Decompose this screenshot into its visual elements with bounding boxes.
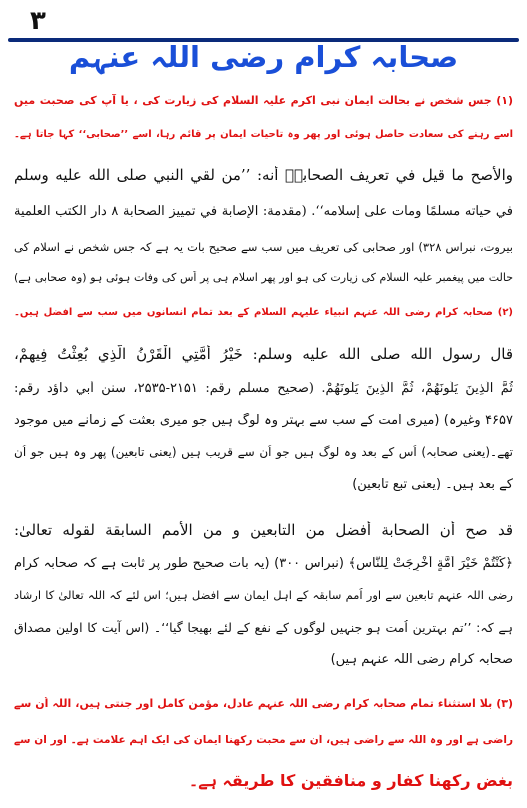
hadith-translation-line-1: ۴۶۵۷ وغیرہ) (میری اُمت کے سب سے بہتر وہ لوگ ہیں جو میری بعثت کے زمانے میں موجود (14, 413, 513, 428)
section-title: صحابہ کرام رضی اللہ عنہم (68, 40, 459, 74)
point-3-line-2: راضی ہے اور وہ اللہ سے راضی ہیں، اُن سے محبت رکھنا ایمان کی ایک اہم علامت ہے۔ اور اُن سے (14, 734, 513, 746)
virtue-translation-line-2: ہے کہ: ’’تم بہترین اُمت ہو جنہیں لوگوں کے نفع کے لئے بھیجا گیا‘‘۔ (اس آیت کا اولین مصداق (14, 620, 513, 635)
definition-translation-line-1: بيروت، نبراس ٣٢٨) اور صحابی کی تعریف میں سب سے صحیح بات یہ ہے کہ جس شخص نے اسلام کی (14, 240, 513, 254)
virtue-translation-line-3: صحابہ کرام رضی اللہ عنہم ہیں) (330, 652, 513, 667)
hadith-line-2: ثُمَّ الَّذِينَ يَلُونَهُمْ، ثُمَّ الَّذِينَ يَلُونَهُمْ. (صحیح مسلم رقم: ۲۱۵۱-۲۵۳۵، سنن أبي داؤد رقم: (14, 381, 513, 396)
arabic-virtue-line: قد صح أن الصحابة أفضل من التابعين و من الأمم السابقة لقوله تعالىٰ: (14, 521, 513, 539)
page-number: ۳ (30, 6, 46, 36)
point-1-line-1: (۱) جس شخص نے بحالت ایمان نبی اکرم علیہ السلام کی زیارت کی ، یا آپ کی صحبت میں (14, 94, 513, 107)
page-header (8, 4, 519, 42)
point-1-line-2: اُسے رہنے کی سعادت حاصل ہوئی اور پھر وہ تاحیات ایمان پر قائم رہا، اُسے ’’صحابی‘‘ کہا جاتا ہے۔ (14, 129, 513, 140)
point-2-heading: (۲) صحابہ کرام رضی اللہ عنہم انبیاء علیہم السلام کے بعد تمام انسانوں میں سب سے افضل ہیں۔ (14, 307, 513, 318)
quran-verse-line: ﴿كُنْتُمْ خَيْرَ أُمَّةٍ أُخْرِجَتْ لِلنَّاسِ﴾ (نبراس ۳۰۰) (یہ بات صحیح طور پر ثابت ہے کہ صحابہ کرام (14, 556, 513, 571)
arabic-definition-line-1: والأصح ما قيل في تعريف الصحابيؓ أنه: ’’من لقي النبي صلى الله عليه وسلم (14, 166, 513, 184)
virtue-translation-line-1: رضی اللہ عنہم تابعین سے اور اُمم سابقہ کے اہل ایمان سے افضل ہیں؛ اس لئے کہ اللہ تعالیٰ کا ارشاد (14, 588, 513, 602)
arabic-definition-line-2: في حياته مسلمًا ومات على إسلامه‘‘. (مقدمة: الإصابة في تمييز الصحابة ۸ دار الكتب العلمية (14, 204, 513, 219)
hadith-translation-line-2: تھے۔(یعنی صحابہ) اُس کے بعد وہ لوگ ہیں جو اُن سے قریب ہیں (یعنی تابعین) پھر وہ ہیں جو اُن (14, 445, 513, 459)
hadith-translation-line-3: کے بعد ہیں۔ (یعنی تبع تابعین) (352, 477, 513, 492)
definition-translation-line-2: حالت میں پیغمبر علیہ السلام کی زیارت کی ہو اور پھر اسلام ہی پر اُس کی وفات ہوئی ہو (وہ صحابی ہے) (14, 271, 513, 284)
hadith-line-1: قال رسول الله صلى الله عليه وسلم: خَيْرُ أُمَّتِي الْقَرْنُ الَّذِي بُعِثْتُ فِيهِمْ، (14, 345, 513, 363)
point-3-line-3: بغض رکھنا کفار و منافقین کا طریقہ ہے۔ (188, 771, 513, 790)
point-3-line-1: (۳) بلا استثناء تمام صحابہ کرام رضی اللہ عنہم عادل، مؤمن کامل اور جنتی ہیں، اللہ اُن سے (14, 697, 513, 710)
